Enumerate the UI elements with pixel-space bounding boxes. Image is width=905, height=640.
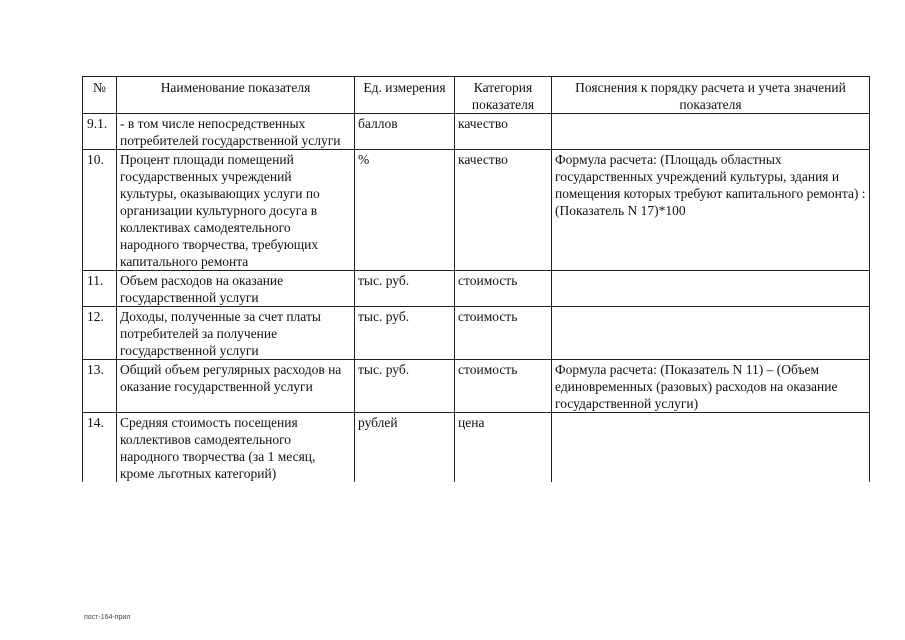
indicators-table [82,76,870,482]
header-unit: Ед. измерения [355,77,455,114]
row-notes: Формула расчета: (Показатель N 11) – (Объем единовременных (разовых) расходов на оказание государственной услуги) [552,360,870,413]
row-num: 13. [83,360,117,413]
header-name: Наименование показателя [117,77,355,114]
table-row [83,413,870,483]
row-num: 11. [83,271,117,307]
table-row [83,271,870,307]
row-unit: % [355,150,455,271]
row-unit: тыс. руб. [355,307,455,360]
row-notes [552,307,870,360]
row-name: - в том числе непосредственных потребителей государственной услуги [117,114,355,150]
row-num: 10. [83,150,117,271]
table-header-row [83,77,870,114]
row-unit: тыс. руб. [355,271,455,307]
row-notes [552,114,870,150]
table-row [83,360,870,413]
row-name: Процент площади помещений государственных учреждений культуры, оказывающих услуги по организации культурного досуга в коллективах самодеятельного народного творчества, требующих капитального ремонта [117,150,355,271]
row-name: Объем расходов на оказание государственной услуги [117,271,355,307]
row-unit: рублей [355,413,455,483]
row-category: цена [455,413,552,483]
row-name: Доходы, полученные за счет платы потребителей за получение государственной услуги [117,307,355,360]
row-num: 9.1. [83,114,117,150]
row-name: Средняя стоимость посещения коллективов самодеятельного народного творчества (за 1 месяц, кроме льготных категорий) [117,413,355,483]
row-notes: Формула расчета: (Площадь областных государственных учреждений культуры, здания и помещения которых требуют капитального ремонта) : (Показатель N 17)*100 [552,150,870,271]
row-category: качество [455,114,552,150]
table-row [83,150,870,271]
row-unit: баллов [355,114,455,150]
row-num: 14. [83,413,117,483]
header-category: Категория показателя [455,77,552,114]
footer-note: пост-164-прил [84,614,131,621]
row-category: качество [455,150,552,271]
header-notes: Пояснения к порядку расчета и учета значений показателя [552,77,870,114]
header-num: № [83,77,117,114]
row-notes [552,271,870,307]
row-category: стоимость [455,271,552,307]
row-name: Общий объем регулярных расходов на оказание государственной услуги [117,360,355,413]
row-notes [552,413,870,483]
row-category: стоимость [455,307,552,360]
table-row [83,307,870,360]
row-category: стоимость [455,360,552,413]
row-num: 12. [83,307,117,360]
table-row [83,114,870,150]
row-unit: тыс. руб. [355,360,455,413]
